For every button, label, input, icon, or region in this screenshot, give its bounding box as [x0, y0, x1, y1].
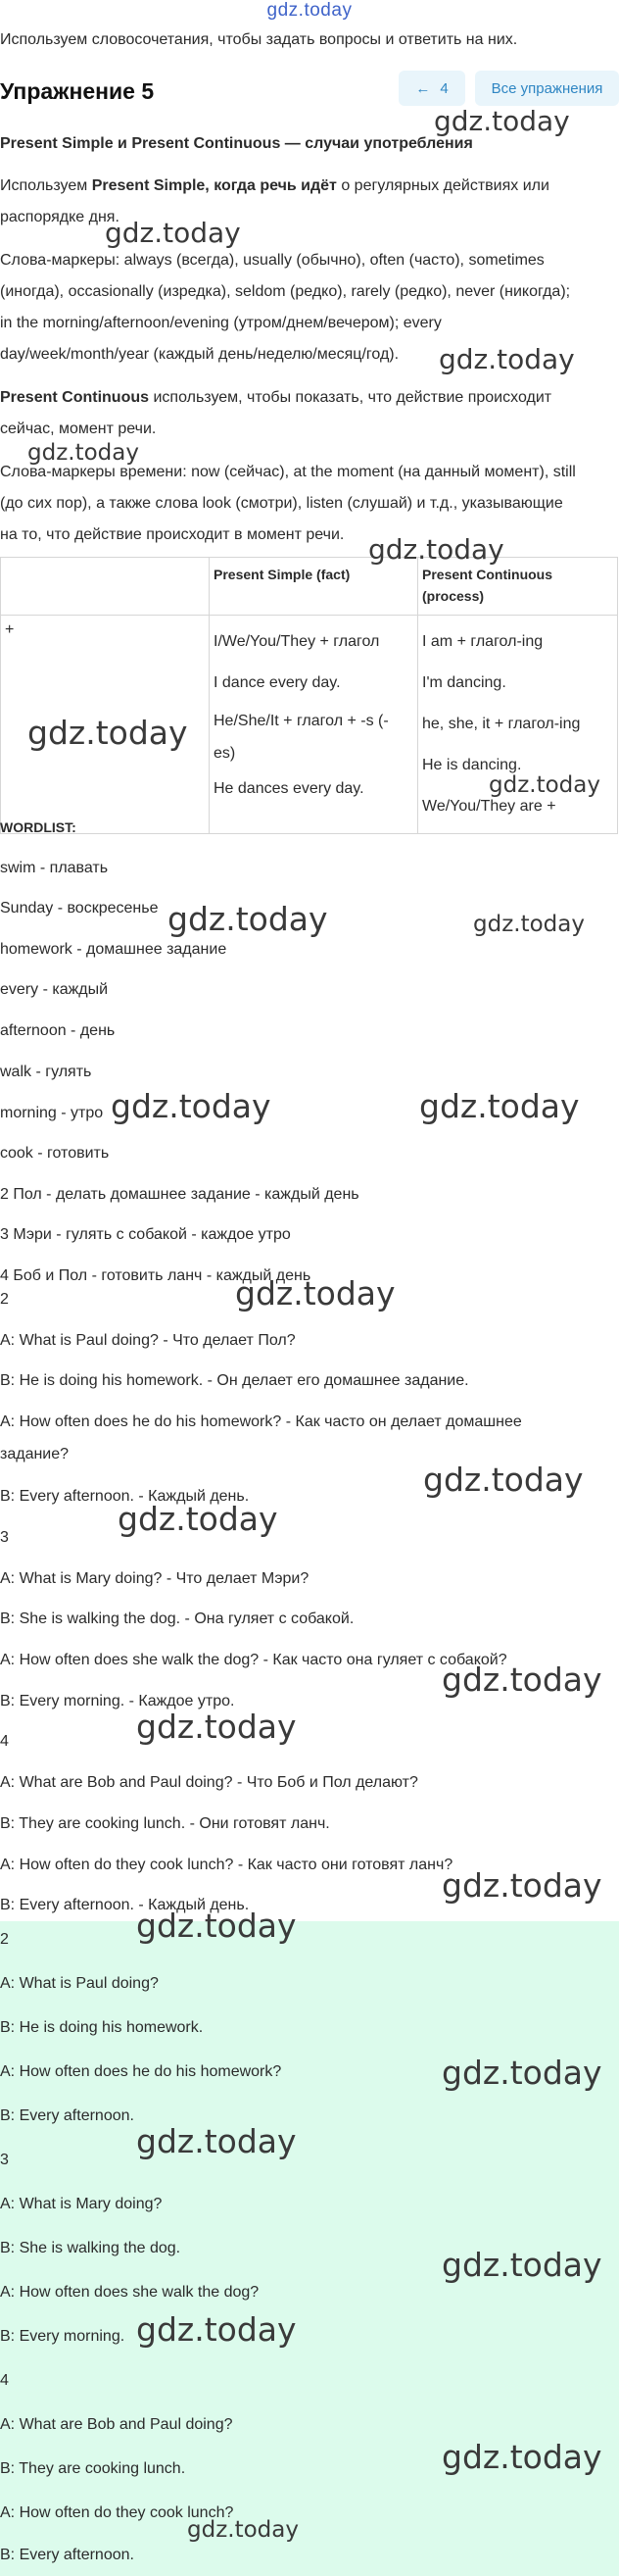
wordlist-item: every - каждый: [0, 981, 109, 998]
wordlist-item: 3 Мэри - гулять с собакой - каждое утро: [0, 1226, 291, 1243]
header-cont-line2: (process): [422, 588, 485, 604]
watermark: gdz.today: [442, 1866, 602, 1905]
theory-pc-markers: [0, 457, 615, 551]
answer-line: A: What are Bob and Paul doing?: [0, 2416, 233, 2433]
watermark: gdz.today: [442, 1660, 602, 1699]
watermark: gdz.today: [167, 900, 328, 938]
ps-rest-2: распорядке дня.: [0, 209, 119, 225]
table-header-continuous: [418, 558, 618, 616]
watermark: gdz.today: [419, 1087, 580, 1125]
wordlist-item: walk - гулять: [0, 1064, 92, 1080]
watermark: gdz.today: [423, 1461, 584, 1499]
cont-line: I'm dancing.: [422, 674, 506, 691]
ps-bold: Present Simple, когда речь идёт: [91, 177, 337, 194]
simple-line: I/We/You/They + глагол: [214, 633, 380, 650]
watermark: gdz.today: [442, 2246, 602, 2284]
pc-rest-2: сейчас, момент речи.: [0, 421, 157, 437]
ps-prefix: Используем: [0, 177, 92, 194]
header-cont-line1: Present Continuous: [422, 567, 553, 582]
dialogue-line: A: How often does she walk the dog? - Как часто она гуляет с собакой?: [0, 1652, 507, 1668]
wordlist-item: swim - плавать: [0, 860, 109, 876]
dialogue-line: A: What is Paul doing? - Что делает Пол?: [0, 1332, 296, 1349]
simple-line: He dances every day.: [214, 780, 364, 797]
ps-markers-3: in the morning/afternoon/evening (утром/днем/вечером); every: [0, 315, 442, 331]
dialogue-line: A: How often does he do his homework? - Как часто он делает домашнее: [0, 1413, 522, 1430]
pc-bold: Present Continuous: [0, 389, 150, 406]
watermark: gdz.today: [235, 1274, 396, 1313]
wordlist-heading: WORDLIST:: [0, 819, 76, 835]
intro-line: Используем словосочетания, чтобы задать вопросы и ответить на них.: [0, 31, 518, 48]
watermark: gdz.today: [473, 912, 585, 937]
answer-line: A: How often does she walk the dog?: [0, 2284, 260, 2301]
wordlist-item: cook - готовить: [0, 1145, 110, 1162]
answer-line: A: How often do they cook lunch?: [0, 2504, 234, 2521]
table-cell-simple: [210, 616, 418, 834]
table-header-simple: [210, 558, 418, 616]
all-exercises-label: Все упражнения: [491, 79, 603, 97]
answer-line: B: Every afternoon.: [0, 2107, 134, 2124]
answer-line: 2: [0, 1931, 9, 1948]
pc-markers-1: Слова-маркеры времени: now (сейчас), at the moment (на данный момент), still: [0, 464, 576, 480]
dialogue-line: 2: [0, 1291, 9, 1308]
dialogue-line: B: They are cooking lunch. - Они готовят ланч.: [0, 1815, 330, 1832]
watermark: gdz.today: [439, 343, 575, 375]
pc-markers-3: на то, что действие происходит в момент речи.: [0, 526, 345, 543]
table-header-empty: [1, 558, 210, 616]
theory-present-continuous: [0, 382, 615, 445]
dialogue-line: B: Every afternoon. - Каждый день.: [0, 1488, 250, 1505]
row-label: +: [5, 621, 15, 638]
all-exercises-button[interactable]: [475, 71, 619, 106]
theory-heading: Present Simple и Present Continuous — случаи употребления: [0, 135, 473, 152]
wordlist-item: 4 Боб и Пол - готовить ланч - каждый день: [0, 1267, 311, 1284]
back-button-label: 4: [440, 79, 449, 97]
table-cell-continuous: [418, 616, 618, 834]
wordlist-item: morning - утро: [0, 1105, 104, 1121]
dialogue-line: 3: [0, 1529, 9, 1546]
dialogue-line: B: She is walking the dog. - Она гуляет с собакой.: [0, 1610, 355, 1627]
pc-markers-2: (до сих пор), а также слова look (смотри), listen (слушай) и т.д., указывающие: [0, 495, 563, 512]
dialogue-line: A: What are Bob and Paul doing? - Что Боб и Пол делают?: [0, 1774, 418, 1791]
watermark: gdz.today: [368, 533, 504, 566]
back-button[interactable]: [399, 71, 465, 106]
wordlist-item: Sunday - воскресенье: [0, 900, 159, 916]
arrow-left-icon: ←: [415, 79, 431, 97]
ps-rest-1: о регулярных действиях или: [336, 177, 549, 194]
watermark: gdz.today: [187, 2517, 299, 2543]
page-title: Упражнение 5: [0, 78, 155, 104]
header-simple-text: Present Simple (fact): [214, 567, 351, 582]
wordlist-item: homework - домашнее задание: [0, 941, 227, 958]
answer-line: 3: [0, 2152, 9, 2168]
watermark: gdz.today: [105, 217, 241, 249]
watermark: gdz.today: [136, 1708, 297, 1746]
watermark: gdz.today: [442, 2438, 602, 2476]
watermark: gdz.today: [27, 440, 139, 466]
cont-line: he, she, it + глагол-ing: [422, 716, 581, 732]
answer-line: A: What is Mary doing?: [0, 2196, 163, 2212]
dialogue-line: B: Every afternoon. - Каждый день.: [0, 1897, 250, 1913]
pc-rest-1: используем, чтобы показать, что действие происходит: [149, 389, 552, 406]
dialogue-line: задание?: [0, 1446, 70, 1462]
dialogue-line: B: Every morning. - Каждое утро.: [0, 1693, 235, 1709]
watermark: gdz.today: [434, 105, 570, 137]
ps-markers-4: day/week/month/year (каждый день/неделю/месяц/год).: [0, 346, 400, 363]
answer-line: 4: [0, 2372, 9, 2389]
wordlist-item: 2 Пол - делать домашнее задание - каждый день: [0, 1186, 359, 1203]
dialogue-line: A: What is Mary doing? - Что делает Мэри?: [0, 1570, 310, 1587]
cont-line: He is dancing.: [422, 757, 522, 773]
wordlist-item: afternoon - день: [0, 1022, 116, 1039]
answer-line: B: Every afternoon.: [0, 2547, 134, 2563]
watermark: gdz.today: [136, 2310, 297, 2349]
dialogue-line: B: He is doing his homework. - Он делает его домашнее задание.: [0, 1372, 469, 1389]
watermark: gdz.today: [442, 2054, 602, 2092]
answer-line: B: She is walking the dog.: [0, 2240, 181, 2256]
theory-present-simple: [0, 171, 615, 233]
ps-markers-1: Слова-маркеры: always (всегда), usually (обычно), often (часто), sometimes: [0, 252, 545, 269]
site-logo[interactable]: gdz.today: [266, 0, 353, 21]
answer-line: A: What is Paul doing?: [0, 1975, 159, 1992]
watermark: gdz.today: [118, 1500, 278, 1538]
answer-line: A: How often does he do his homework?: [0, 2063, 282, 2080]
simple-line: I dance every day.: [214, 674, 341, 691]
watermark: gdz.today: [136, 1907, 297, 1945]
answer-line: B: They are cooking lunch.: [0, 2460, 186, 2477]
cont-line: We/You/They are +: [422, 798, 556, 815]
watermark: gdz.today: [27, 714, 188, 752]
simple-line: es): [214, 745, 236, 762]
answer-line: B: He is doing his homework.: [0, 2019, 204, 2036]
ps-markers-2: (иногда), occasionally (изредка), seldom (редко), rarely (редко), never (никогда);: [0, 283, 571, 300]
watermark: gdz.today: [136, 2122, 297, 2160]
answer-line: B: Every morning.: [0, 2328, 125, 2345]
cont-line: I am + глагол-ing: [422, 633, 544, 650]
dialogue-line: 4: [0, 1733, 9, 1750]
watermark: gdz.today: [489, 772, 600, 798]
watermark: gdz.today: [111, 1087, 271, 1125]
dialogue-line: A: How often do they cook lunch? - Как часто они готовят ланч?: [0, 1857, 453, 1873]
simple-line: He/She/It + глагол + -s (-: [214, 713, 389, 729]
